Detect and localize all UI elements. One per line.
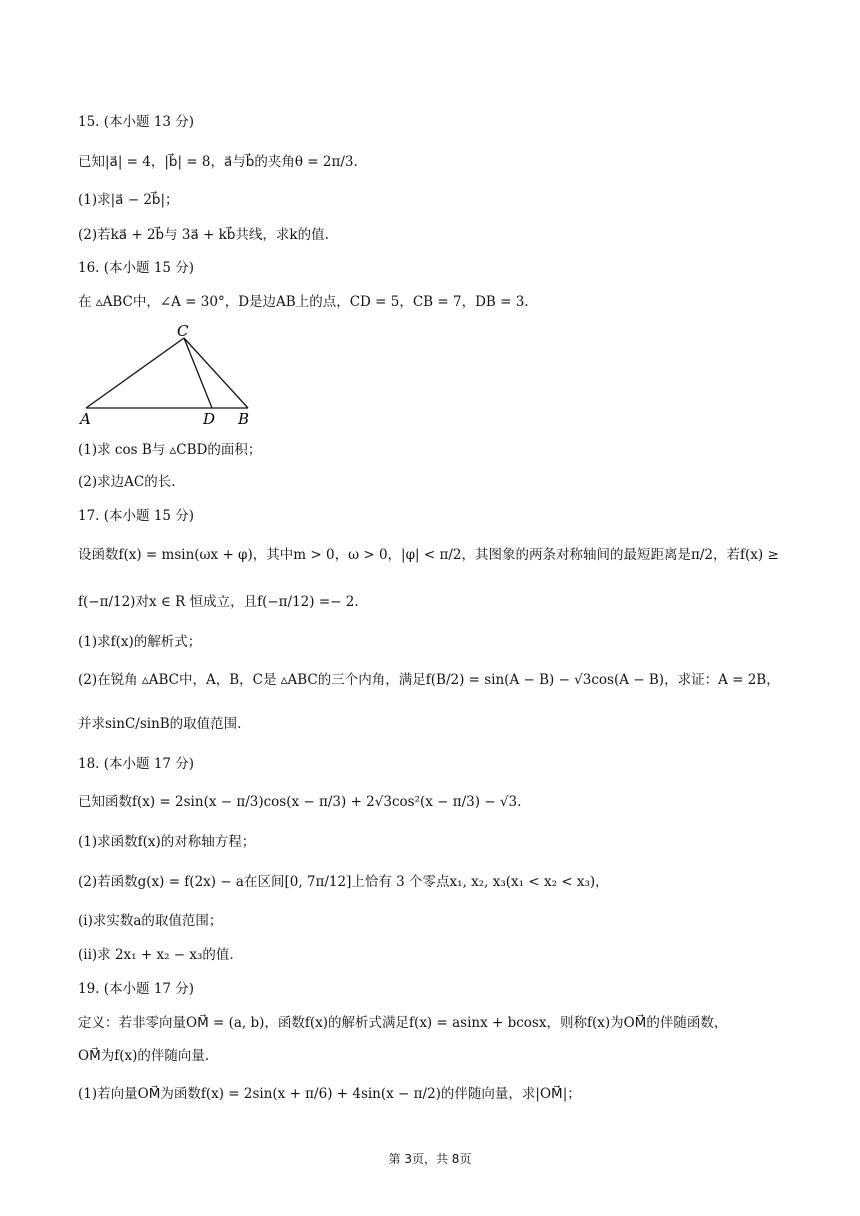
- problem-15-header: 15. (本小题 13 分): [78, 114, 195, 130]
- vertex-label-d: D: [203, 410, 216, 428]
- problem-17-part2-cont: 并求sinC/sinB的取值范围.: [78, 716, 242, 732]
- problem-16-given: 在 ▵ABC中，∠A = 30°，D是边AB上的点，CD = 5，CB = 7，DB = 3.: [78, 294, 529, 310]
- vertex-label-b: B: [238, 410, 250, 428]
- problem-17-part2: (2)在锐角 ▵ABC中，A，B，C是 ▵ABC的三个内角，满足f(B/2) = sin(A − B) − √3cos(A − B)，求证：A = 2B，: [78, 672, 780, 688]
- problem-17-header: 17. (本小题 15 分): [78, 508, 195, 524]
- problem-18-part2-i: (i)求实数a的取值范围；: [78, 913, 223, 929]
- problem-16-part1: (1)求 cos B与 ▵CBD的面积；: [78, 442, 262, 458]
- problem-18-part2: (2)若函数g(x) = f(2x) − a在区间[0, 7π/12]上恰有 3 个零点x₁, x₂, x₃(x₁ < x₂ < x₃)，: [78, 874, 609, 890]
- side-ac: [86, 338, 184, 408]
- problem-18-part2-ii: (ii)求 2x₁ + x₂ − x₃的值.: [78, 947, 234, 963]
- page-footer: 第 3页，共 8页: [388, 1152, 472, 1166]
- problem-17-part1: (1)求f(x)的解析式；: [78, 634, 202, 650]
- problem-19-definition: 定义：若非零向量OM⃗ = (a, b)，函数f(x)的解析式满足f(x) = asinx + bcosx，则称f(x)为OM⃗的伴随函数，: [78, 1015, 728, 1031]
- problem-17-given-2: f(−π/12)对x ∈ R 恒成立，且f(−π/12) =− 2.: [78, 594, 359, 610]
- problem-18-header: 18. (本小题 17 分): [78, 756, 195, 772]
- problem-19-definition-cont: OM⃗为f(x)的伴随向量.: [78, 1048, 210, 1064]
- problem-15-part2: (2)若ka⃗ + 2b⃗与 3a⃗ + kb⃗共线，求k的值.: [78, 227, 329, 243]
- side-cb: [184, 338, 248, 408]
- problem-16-part2: (2)求边AC的长.: [78, 474, 176, 490]
- problem-18-part1: (1)求函数f(x)的对称轴方程；: [78, 834, 256, 850]
- vertex-label-c: C: [177, 322, 189, 340]
- problem-15-given: 已知|a⃗| = 4，|b⃗| = 8，a⃗与b⃗的夹角θ = 2π/3.: [78, 154, 358, 170]
- vertex-label-a: A: [80, 410, 91, 428]
- triangle-figure: [76, 320, 266, 430]
- problem-18-given: 已知函数f(x) = 2sin(x − π/3)cos(x − π/3) + 2√3cos²(x − π/3) − √3.: [78, 794, 522, 810]
- problem-17-given-1: 设函数f(x) = msin(ωx + φ)，其中m > 0，ω > 0，|φ| < π/2，其图象的两条对称轴间的最短距离是π/2，若f(x) ≥: [78, 547, 779, 563]
- problem-15-part1: (1)求|a⃗ − 2b⃗|；: [78, 192, 179, 208]
- segment-cd: [184, 338, 212, 408]
- problem-19-header: 19. (本小题 17 分): [78, 981, 195, 997]
- problem-19-part1: (1)若向量OM⃗为函数f(x) = 2sin(x + π/6) + 4sin(x − π/2)的伴随向量，求|OM⃗|；: [78, 1086, 581, 1102]
- problem-16-header: 16. (本小题 15 分): [78, 260, 195, 276]
